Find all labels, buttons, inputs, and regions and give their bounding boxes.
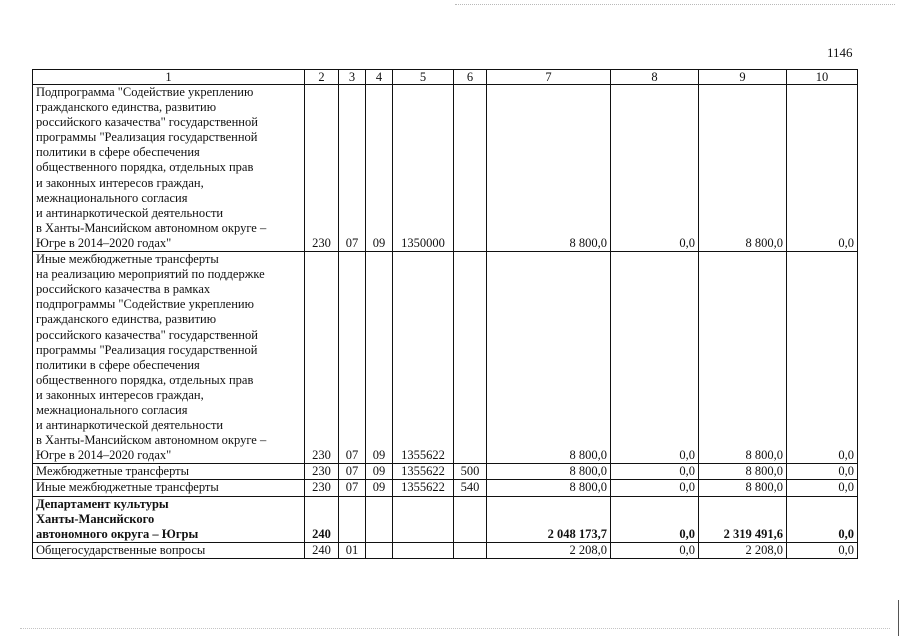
cell-value: 0,0 [611,542,699,558]
cell-target-article [393,496,454,542]
row-name: Подпрограмма "Содействие укреплению гражданского единства, развитию российского казачества" государственной программы "Реализация государственной политики в сфере обеспечения общественного порядка, отдельных прав и законных интересов граждан, межнационального согласия и антинаркотической деятельности в Ханты-Мансийском автономном округе – Югре в 2014–2020 годах" [33,85,305,252]
cell-target-article: 1355622 [393,464,454,480]
cell-value: 8 800,0 [699,464,787,480]
column-header: 9 [699,70,787,85]
cell-subsection [366,542,393,558]
row-name: Межбюджетные трансферты [33,464,305,480]
cell-value: 2 048 173,7 [487,496,611,542]
cell-target-article: 1355622 [393,252,454,464]
cell-expense-type [454,252,487,464]
cell-expense-type [454,85,487,252]
cell-value: 0,0 [611,464,699,480]
cell-value: 0,0 [611,496,699,542]
cell-target-article [393,542,454,558]
cell-value: 8 800,0 [487,464,611,480]
cell-section: 01 [339,542,366,558]
table-header-row [33,70,858,85]
budget-table [32,69,858,559]
cell-subsection: 09 [366,85,393,252]
table-row [33,85,858,252]
cell-subsection: 09 [366,464,393,480]
cell-section: 07 [339,464,366,480]
column-header: 1 [33,70,305,85]
table-row [33,480,858,496]
cell-value: 0,0 [787,542,858,558]
column-header: 5 [393,70,454,85]
cell-value: 8 800,0 [487,480,611,496]
cell-value: 2 208,0 [699,542,787,558]
column-header: 8 [611,70,699,85]
cell-expense-type [454,496,487,542]
cell-code: 230 [305,464,339,480]
cell-subsection [366,496,393,542]
cell-value: 0,0 [787,85,858,252]
row-name: Общегосударственные вопросы [33,542,305,558]
scan-edge-line [898,600,899,636]
cell-target-article: 1350000 [393,85,454,252]
table-row [33,496,858,542]
table-row [33,464,858,480]
cell-section [339,496,366,542]
cell-value: 8 800,0 [487,85,611,252]
scan-artifact-top [455,4,895,5]
cell-code: 230 [305,252,339,464]
cell-value: 8 800,0 [699,480,787,496]
cell-code: 230 [305,85,339,252]
cell-value: 0,0 [787,480,858,496]
cell-value: 0,0 [611,480,699,496]
column-header: 2 [305,70,339,85]
table-row [33,252,858,464]
cell-value: 2 319 491,6 [699,496,787,542]
cell-code: 230 [305,480,339,496]
row-name: Иные межбюджетные трансферты на реализацию мероприятий по поддержке российского казачества в рамках подпрограммы "Содействие укреплению гражданского единства, развитию российского казачества" государственной программы "Реализация государственной политики в сфере обеспечения общественного порядка, отдельных прав и законных интересов граждан, межнационального согласия и антинаркотической деятельности в Ханты-Мансийском автономном округе – Югре в 2014–2020 годах" [33,252,305,464]
cell-section: 07 [339,480,366,496]
cell-subsection: 09 [366,480,393,496]
cell-expense-type [454,542,487,558]
cell-code: 240 [305,542,339,558]
cell-section: 07 [339,85,366,252]
column-header: 10 [787,70,858,85]
cell-value: 0,0 [787,464,858,480]
page-number: 1146 [827,45,853,60]
row-name: Иные межбюджетные трансферты [33,480,305,496]
cell-value: 8 800,0 [699,252,787,464]
table-row [33,542,858,558]
cell-section: 07 [339,252,366,464]
cell-subsection: 09 [366,252,393,464]
column-header: 6 [454,70,487,85]
cell-value: 0,0 [787,496,858,542]
cell-expense-type: 540 [454,480,487,496]
cell-value: 0,0 [611,85,699,252]
cell-target-article: 1355622 [393,480,454,496]
column-header: 7 [487,70,611,85]
column-header: 4 [366,70,393,85]
cell-code: 240 [305,496,339,542]
column-header: 3 [339,70,366,85]
cell-value: 8 800,0 [487,252,611,464]
scan-artifact-bottom [20,628,890,629]
cell-value: 2 208,0 [487,542,611,558]
cell-expense-type: 500 [454,464,487,480]
cell-value: 0,0 [611,252,699,464]
cell-value: 8 800,0 [699,85,787,252]
cell-value: 0,0 [787,252,858,464]
row-name: Департамент культуры Ханты-Мансийского автономного округа – Югры [33,496,305,542]
